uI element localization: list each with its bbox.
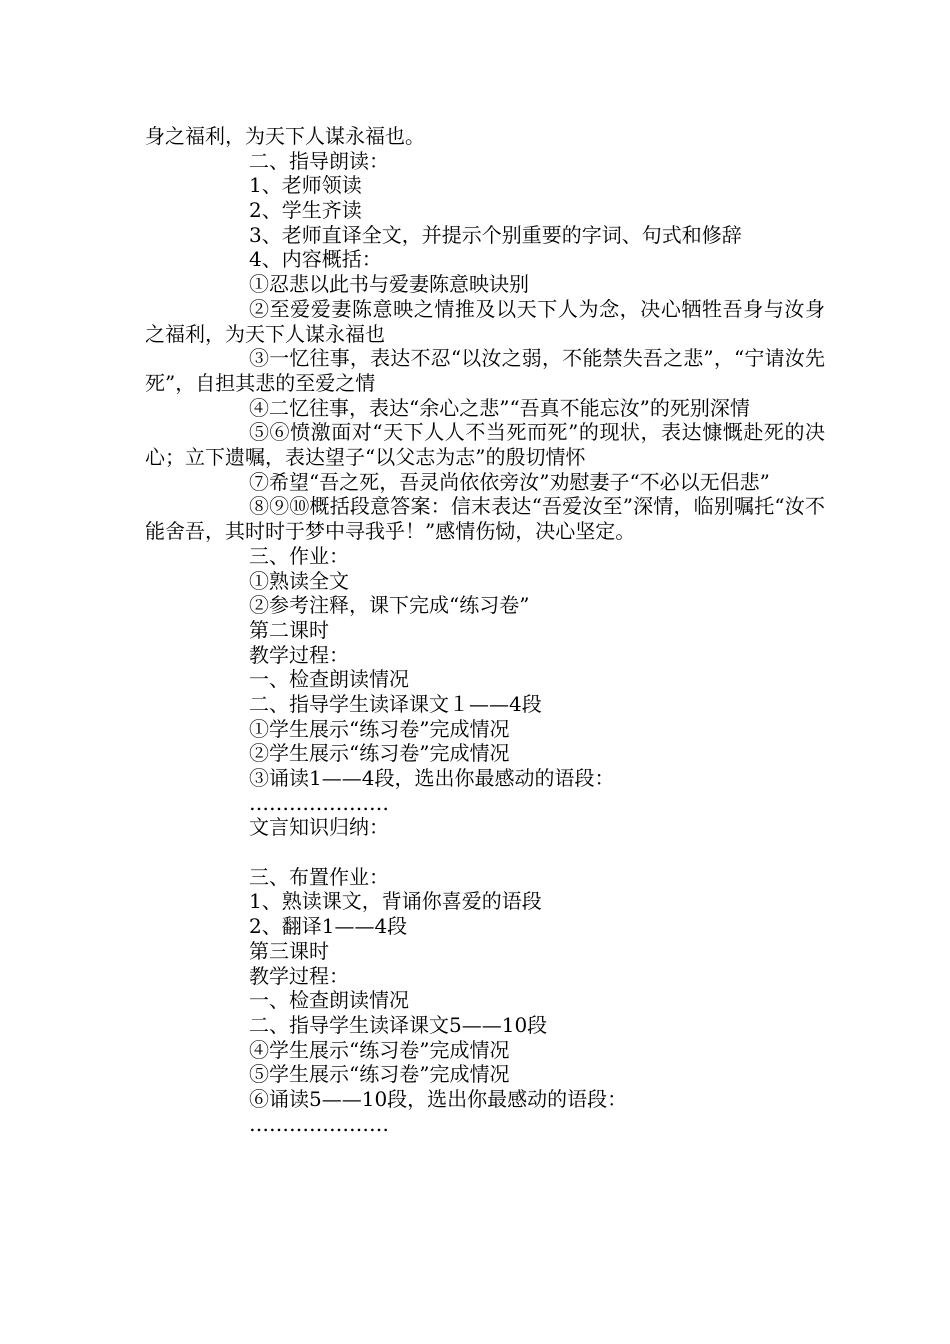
list-item: 1、熟读课文，背诵你喜爱的语段	[249, 889, 542, 914]
list-item: 3、老师直译全文，并提示个别重要的字词、句式和修辞	[249, 222, 742, 247]
list-item: ⑤学生展示“练习卷”完成情况	[249, 1062, 510, 1087]
list-item: 2、翻译1——4段	[249, 914, 408, 939]
section-subheading: 文言知识归纳：	[249, 815, 389, 840]
heading-homework: 三、作业：	[249, 543, 349, 568]
text-line: 身之福利，为天下人谋永福也。	[145, 124, 425, 148]
section-heading: 第三课时	[249, 938, 329, 963]
list-item: 二、指导学生读译课文5——10段	[249, 1012, 548, 1037]
list-item: 一、检查朗读情况	[249, 667, 409, 692]
section-heading: 第二课时	[249, 617, 329, 642]
section-subheading: 教学过程：	[249, 642, 349, 667]
summary-item: ⑧⑨⑩概括段意答案：信末表达“吾爱汝至”深情，临别嘱托“汝不能舍吾，其时时于梦中寻我乎！”感情伤恸，决心坚定。	[145, 494, 825, 544]
heading-guided-reading: 二、指导朗读：	[249, 148, 389, 173]
ellipsis-line: …………………	[249, 1111, 389, 1136]
summary-item: ③一忆往事，表达不忍“以汝之弱，不能禁失吾之悲”，“宁请汝先死”，自担其悲的至爱之情	[145, 346, 825, 395]
list-item: 一、检查朗读情况	[249, 988, 409, 1013]
list-item: ②学生展示“练习卷”完成情况	[249, 741, 510, 766]
document-body	[145, 124, 825, 1136]
blank-line	[145, 840, 825, 865]
list-item: 二、指导学生读译课文１——4段	[249, 691, 542, 716]
summary-item: ②至爱爱妻陈意映之情推及以天下人为念，决心牺牲吾身与汝身之福利，为天下人谋永福也	[145, 296, 825, 346]
list-item: ②参考注释，课下完成“练习卷”	[249, 593, 530, 618]
summary-item: ⑤⑥愤激面对“天下人人不当死而死”的现状，表达慷慨赴死的决心；立下遗嘱，表达望子“以父志为志”的殷切情怀	[145, 420, 825, 470]
summary-item: ④二忆往事，表达“余心之悲”“吾真不能忘汝”的死别深情	[249, 395, 750, 420]
list-item: ①学生展示“练习卷”完成情况	[249, 716, 510, 741]
list-item: ③诵读1——4段，选出你最感动的语段：	[249, 766, 615, 791]
list-item: 1、老师领读	[249, 173, 362, 198]
list-item: ④学生展示“练习卷”完成情况	[249, 1037, 510, 1062]
section-subheading: 教学过程：	[249, 963, 349, 988]
list-item: ⑥诵读5——10段，选出你最感动的语段：	[249, 1086, 628, 1111]
summary-item: ⑦希望“吾之死，吾灵尚依依旁汝”劝慰妻子“不必以无侣悲”	[249, 469, 770, 494]
ellipsis-line: …………………	[249, 790, 389, 815]
list-item: 2、学生齐读	[249, 198, 362, 223]
summary-item: ①忍悲以此书与爱妻陈意映诀别	[249, 272, 529, 297]
list-item: 4、内容概括：	[249, 247, 382, 272]
heading-homework: 三、布置作业：	[249, 864, 389, 889]
list-item: ①熟读全文	[249, 568, 349, 593]
